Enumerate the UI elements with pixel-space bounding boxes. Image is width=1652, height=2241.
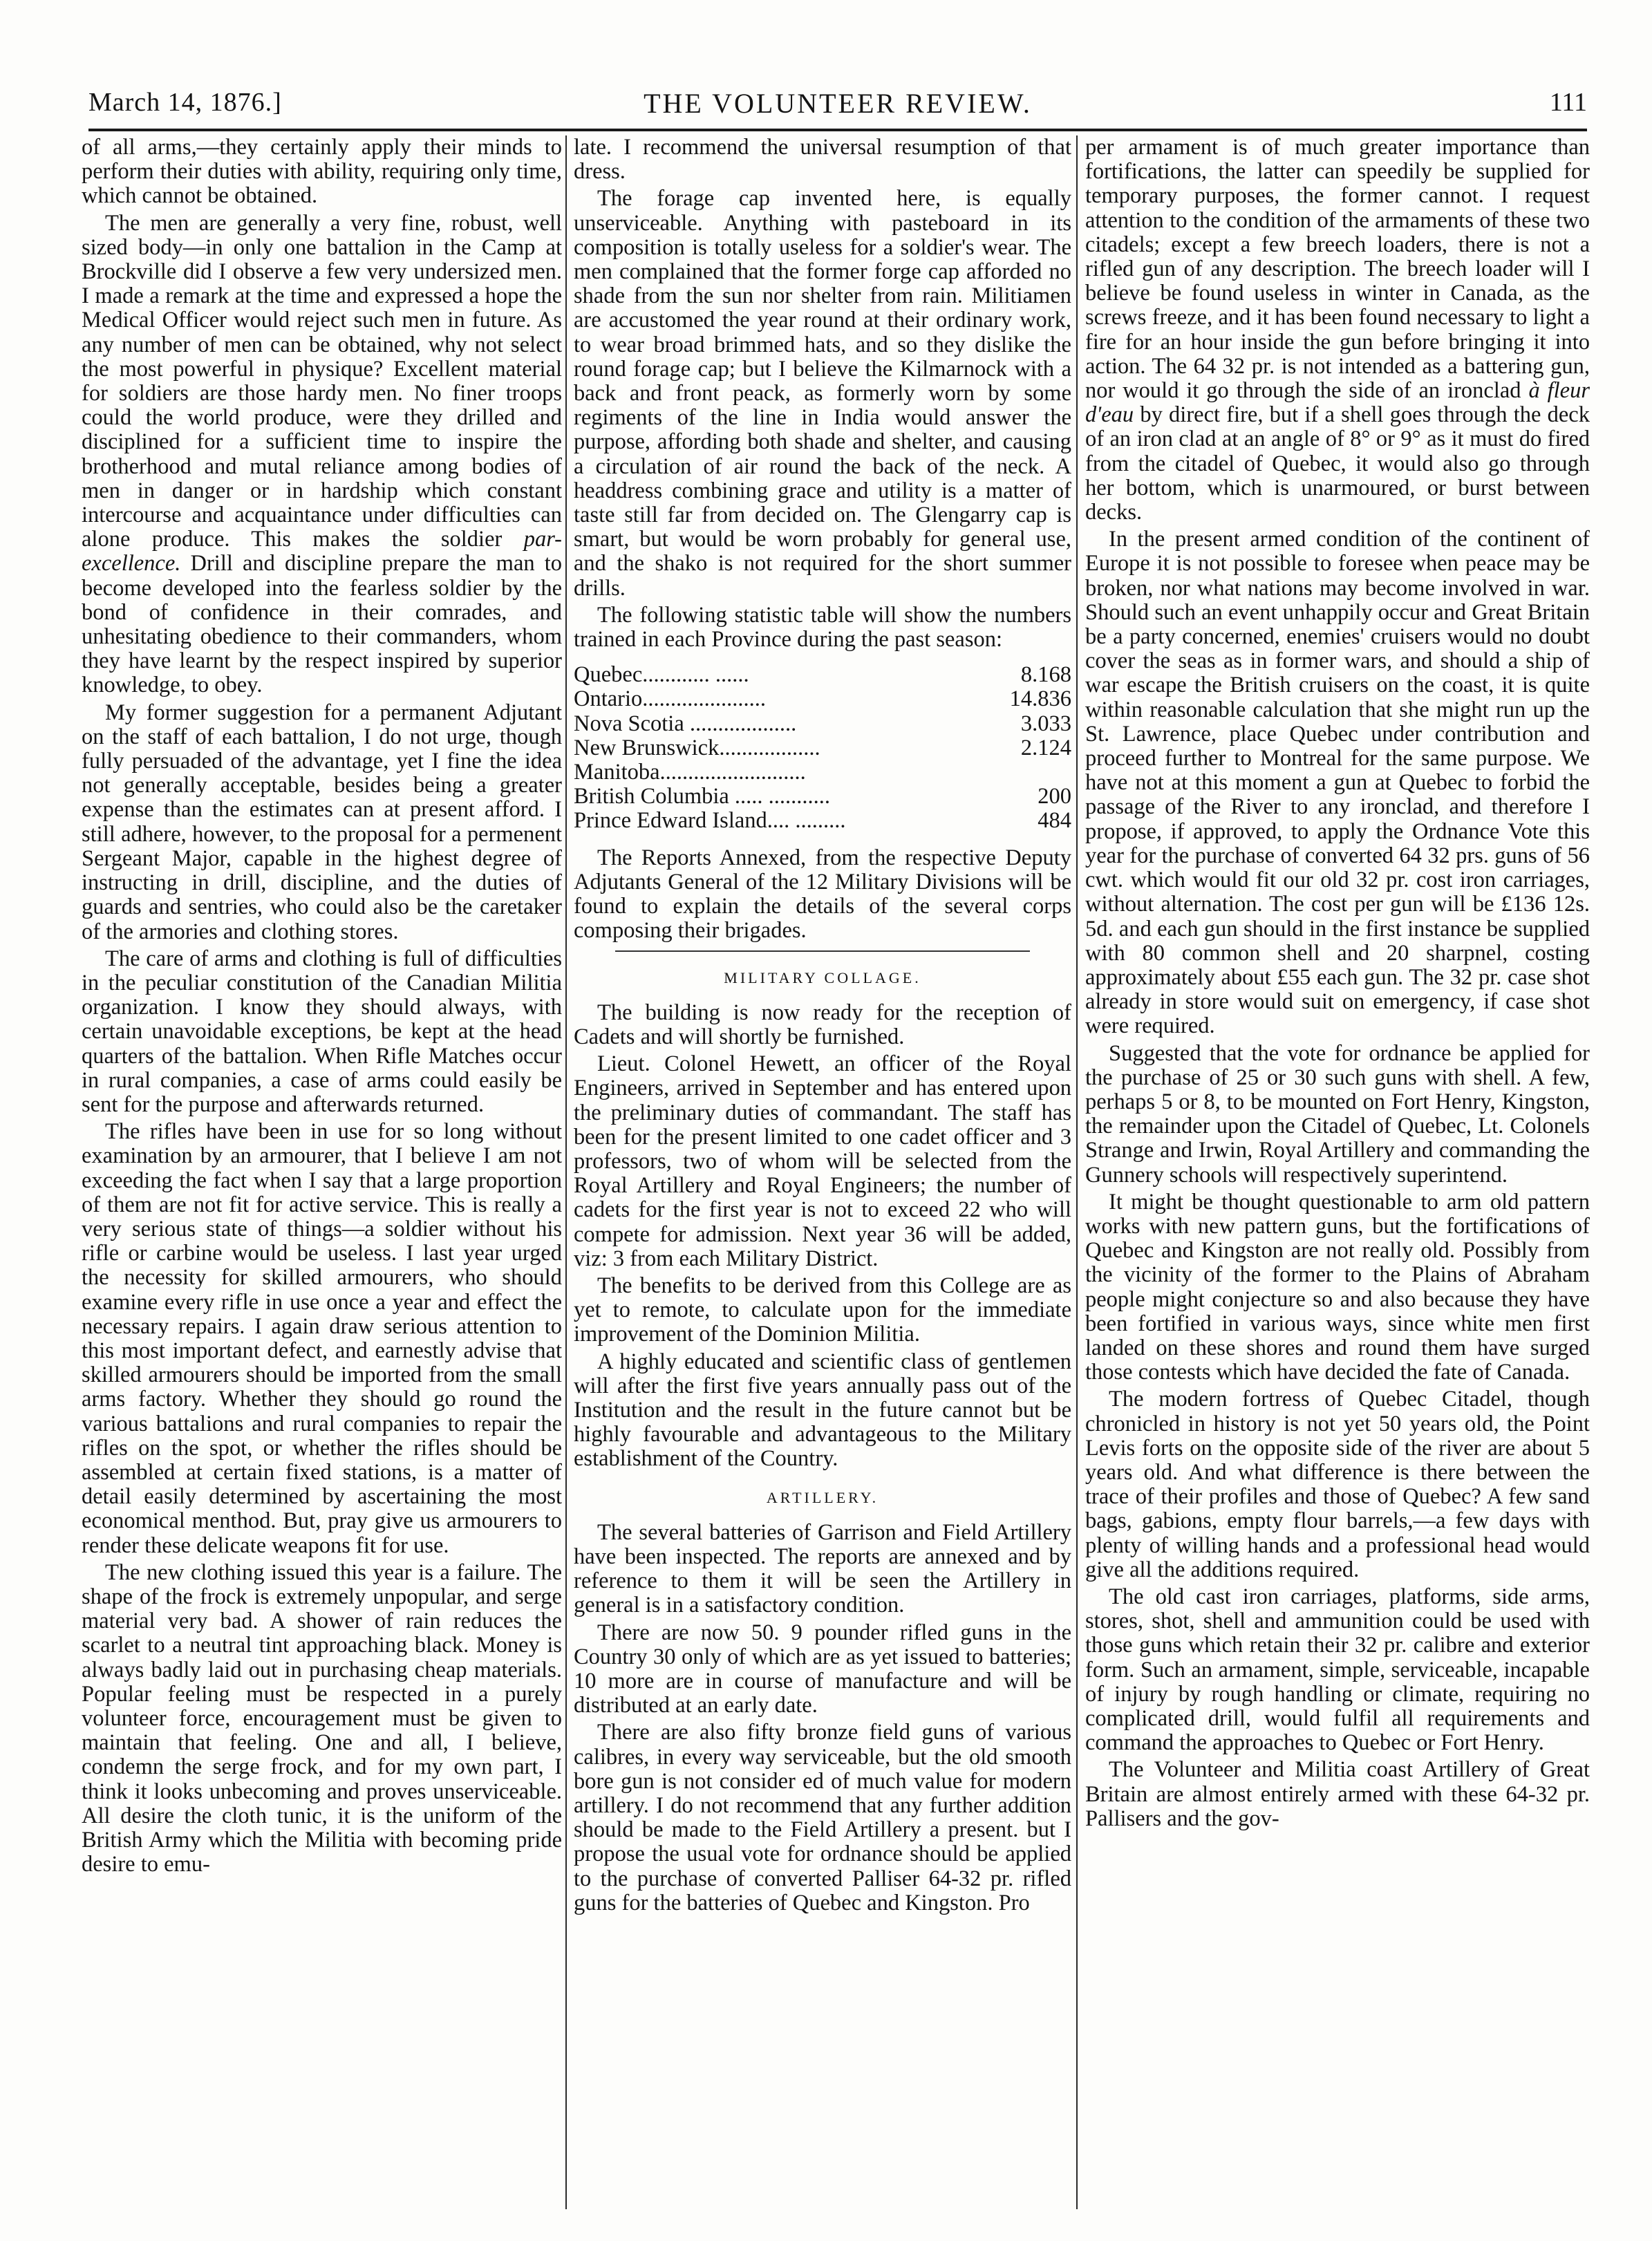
paragraph: The care of arms and clothing is full of difficulties in the peculiar constitution of the Canadian Militia organization. I know they should always, with certain unavoidable exceptions, be kept at the head quarters of the battalion. When Rifle Matches occur in rural companies, a case of arms could easily be sent for the purpose and afterwards returned. [82, 946, 562, 1117]
province-count: 8.168 [1020, 662, 1071, 688]
paragraph: The several batteries of Garrison and Field Artillery have been inspected. The reports are annexed and by reference to them it will be seen the Artillery in general is in a satisfactory condition. [574, 1519, 1071, 1618]
table-row [574, 736, 1071, 760]
paragraph: My former suggestion for a permanent Adjutant on the staff of each battalion, I do not urge, though fully persuaded of the advantage, yet I fine the idea not generally acceptable, besides being a greater expense than the estimates can at present afford. I still adhere, however, to the proposal for a permenent Sergeant Major, capable in the highest degree of instructing in drill, discipline, and the duties of guards and sentries, who could also be the caretaker of the armories and clothing stores. [82, 700, 562, 944]
province-count [995, 760, 1071, 785]
paragraph-text: by direct fire, but if a shell goes through the deck of an iron clad at an angle of 8° or 9° as it must do fired from the citadel of Quebec, it would also go through her bottom, which is unarmoured, or burst between decks. [1085, 402, 1590, 525]
section-heading: ARTILLERY. [766, 1488, 879, 1506]
paragraph: Lieut. Colonel Hewett, an officer of the Royal Engineers, arrived in September and has entered upon the preliminary duties of commandant. The staff has been for the present limited to one cadet officer and 3 professors, two of whom will be selected from the Royal Artillery and Royal Engineers; the number of cadets for the first year is not to exceed 22 who will compete for admission. Next year 36 will be added, viz: 3 from each Military District. [574, 1051, 1071, 1271]
table-row [574, 809, 1071, 833]
paragraph: late. I recommend the universal resumption of that dress. [574, 135, 1071, 185]
column-divider [1076, 135, 1078, 2209]
paragraph: There are also fifty bronze field guns of various calibres, in every way serviceable, but the old smooth bore gun is not consider ed of much value for modern artillery. I do not recommend that any further addition should be made to the Field Artillery a present. but I propose the usual vote for ordnance should be applied to the purchase of converted Palliser 64-32 pr. rifled guns for the batteries of Quebec and Kingston. Pro [574, 1720, 1071, 1915]
province-statistics-table [574, 663, 1071, 833]
italic-phrase: à fleur d'eau [1085, 378, 1590, 428]
province-name: Quebec............ ...... [574, 662, 749, 688]
paragraph: The building is now ready for the reception of Cadets and will shortly be furnished. [574, 1000, 1071, 1049]
province-count: 3.033 [1020, 711, 1071, 736]
section-heading: MILITARY COLLAGE. [724, 968, 921, 986]
province-count: 484 [1038, 808, 1071, 834]
table-row [574, 712, 1071, 736]
paragraph: The modern fortress of Quebec Citadel, though chronicled in history is not yet 50 years old, the Point Levis forts on the opposite side of the river are about 5 years old. And what difference is there between the trace of their profiles and those of Quebec? A few sand bags, gabions, empty flour barrels,—a few days with plenty of willing hands and a professional head would give all the additions required. [1085, 1387, 1590, 1582]
paragraph: of all arms,—they certainly apply their minds to perform their duties with ability, requiring only time, which cannot be obtained. [82, 135, 562, 209]
paragraph: The forage cap invented here, is equally unserviceable. Anything with pasteboard in its composition is totally useless for a soldier's wear. The men complained that the former forge cap afforded no shade from the sun nor shelter from rain. Militiamen are accustomed the year round at their ordinary work, to wear broad brimmed hats, and so they dislike the round forage cap; but I believe the Kilmarnock with a back and front peack, as formerly worn by some regiments of the line in India would answer the purpose, affording both shade and shelter, and causing a circulation of air round the back of the neck. A headdress combining grace and utility is a matter of taste still far from decided on. The Glengarry cap is smart, but would be worn probably for general use, and the shako is not required for the short summer drills. [574, 186, 1071, 601]
paragraph-text: per armament is of much greater importance than fortifications, the latter can speedily be supplied for temporary purposes, the former cannot. I request attention to the condition of the armaments of these two citadels; except a few breech loaders, there is not a rifled gun of any description. The breech loader will I believe be found useless in winter in Canada, as the screws freeze, and it has been found necessary to light a fire for an hour inside the gun before bringing it into action. The 64 32 pr. is not intended as a battering gun, nor would it go through the side of an ironclad [1085, 135, 1590, 404]
paragraph: The Reports Annexed, from the respective Deputy Adjutants General of the 12 Military Divisions will be found to explain the details of the several corps composing their brigades. [574, 845, 1071, 944]
paragraph-text: Drill and discipline prepare the man to become developed into the fearless soldier by the bond of confidence in their comrades, and unhesitating obedience to their commanders, whom they have learnt by the respect inspired by superior knowledge, to obey. [82, 551, 562, 698]
paragraph: It might be thought questionable to arm old pattern works with new pattern guns, but the fortifications of Quebec and Kingston are not really old. Possibly from the vicinity of the former to the Plains of Abraham people might conjecture so and also because they have been fortified in various ways, since white men first landed on these shores and round them have surged those contests which have decided the fate of Canada. [1085, 1189, 1590, 1385]
paragraph [1085, 135, 1590, 525]
paragraph [82, 212, 562, 698]
province-count: 14.836 [1009, 686, 1071, 712]
province-name: Prince Edward Island.... ......... [574, 808, 846, 834]
paragraph: The old cast iron carriages, platforms, side arms, stores, shot, shell and ammunition could be used with those guns which retain their 32 pr. calibre and exterior form. Such an armament, simple, serviceable, incapable of injury by rough handling or climate, requiring no complicated drill, would fulfil all requirements and command the approaches to Quebec or Fort Henry. [1085, 1584, 1590, 1756]
table-row [574, 663, 1071, 687]
paragraph: The benefits to be derived from this College are as yet to remote, to calculate upon for the immediate improvement of the Dominion Militia. [574, 1273, 1071, 1347]
table-row [574, 687, 1071, 711]
paragraph: In the present armed condition of the continent of Europe it is not possible to foresee when peace may be broken, nor what nations may become involved in war. Should such an event unhappily occur and Great Britain be a party concerned, enemies' cruisers would no doubt cover the seas as in former wars, and should a ship of war escape the British cruisers on the coast, it is quite within reasonable calculation that she might run up the St. Lawrence, place Quebec under contribution and proceed further to Montreal for the same purpose. We have not at this moment a gun at Quebec to forbid the passage of the River to any ironclad, and therefore I propose, if approved, to apply the Ordnance Vote this year for the purchase of converted 64 32 prs. guns of 56 cwt. which would fit our old 32 pr. cost iron carriages, without alternation. The cost per gun will be £136 12s. 5d. and each gun should in the first instance be supplied with 80 common shell and 20 sharpnel, costing approximately about £55 each gun. The 32 pr. case shot already in store would suit on emergency, if case shot were required. [1085, 527, 1590, 1039]
page-number: 111 [1549, 88, 1587, 117]
province-name: British Columbia ..... ........... [574, 784, 831, 809]
province-count: 200 [1038, 784, 1071, 809]
issue-date: March 14, 1876.] [88, 88, 282, 117]
italic-phrase: par-excellence. [82, 527, 562, 576]
paragraph: The new clothing issued this year is a failure. The shape of the frock is extremely unpopular, and serge material very bad. A shower of rain reduces the scarlet to a neutral tint approaching black. Money is always badly laid out in purchasing cheap materials. Popular feeling must be respected in a purely volunteer force, encouragement must be given to maintain that feeling. One and all, I believe, condemn the serge frock, and for my own part, I think it looks unbecoming and proves unserviceable. All desire the cloth tunic, it is the uniform of the British Army which the Militia with becoming pride desire to emu- [82, 1559, 562, 1877]
column-divider [565, 135, 567, 2209]
paragraph: There are now 50. 9 pounder rifled guns in the Country 30 only of which are as yet issued to batteries; 10 more are in course of manufacture and will be distributed at an early date. [574, 1620, 1071, 1718]
paragraph-text: The men are generally a very fine, robust, well sized body—in only one battalion in the Camp at Brockville did I observe a few very undersized men. I made a remark at the time and expressed a hope the Medical Officer would reject such men in future. As any number of men can be obtained, why not select the most powerful in physique? Excellent material for soldiers are those hardy men. No finer troops could the world produce, were they drilled and disciplined for a sufficient time to inspire the brotherhood and mutal reliance among bodies of men in danger or in hardship which constant intercourse and acquaintance under difficulties can alone produce. This makes the soldier [82, 210, 562, 552]
publication-title: THE VOLUNTEER REVIEW. [644, 88, 1032, 119]
province-count: 2.124 [1020, 735, 1071, 760]
column-1 [82, 135, 562, 2209]
column-2 [574, 135, 1071, 2209]
paragraph: The following statistic table will show the numbers trained in each Province during the past season: [574, 602, 1071, 653]
page-header [88, 84, 1587, 131]
paragraph: The rifles have been in use for so long without examination by an armourer, that I believe I am not exceeding the fact when I say that a large proportion of them are not fit for active service. This is really a very serious state of things—a soldier without his rifle or carbine would be useless. I last year urged the necessity for skilled armourers, who should examine every rifle in use once a year and effect the necessary repairs. I again draw serious attention to this most important defect, and earnestly advise that skilled armourers should be imported from the small arms factory. Whether they should go round the various battalions and rural companies to repair the rifles on the spot, or whether the rifles should be assembled at certain fixed stations, is a matter of detail easily determined by ascertaining the most economical menthod. But, pray give us armourers to render these delicate weapons fit for use. [82, 1119, 562, 1558]
paragraph: The Volunteer and Militia coast Artillery of Great Britain are almost entirely armed with these 64-32 pr. Pallisers and the gov- [1085, 1757, 1590, 1831]
province-name: Manitoba.......................... [574, 760, 806, 785]
province-name: Ontario...................... [574, 686, 767, 712]
column-3 [1085, 135, 1590, 2209]
province-name: New Brunswick.................. [574, 735, 820, 760]
paragraph: Suggested that the vote for ordnance be applied for the purchase of 25 or 30 such guns with shell. A few, perhaps 5 or 8, to be mounted on Fort Henry, Kingston, the remainder upon the Citadel of Quebec, Lt. Colonels Strange and Irwin, Royal Artillery and commanding the Gunnery schools will respectively superintend. [1085, 1040, 1590, 1188]
paragraph: A highly educated and scientific class of gentlemen will after the first five years annually pass out of the Institution and the result in the future cannot but be highly favourable and advantageous to the Military establishment of the Country. [574, 1349, 1071, 1472]
table-row [574, 785, 1071, 809]
province-name: Nova Scotia ................... [574, 711, 797, 736]
section-divider [615, 950, 1030, 952]
table-row [574, 760, 1071, 785]
